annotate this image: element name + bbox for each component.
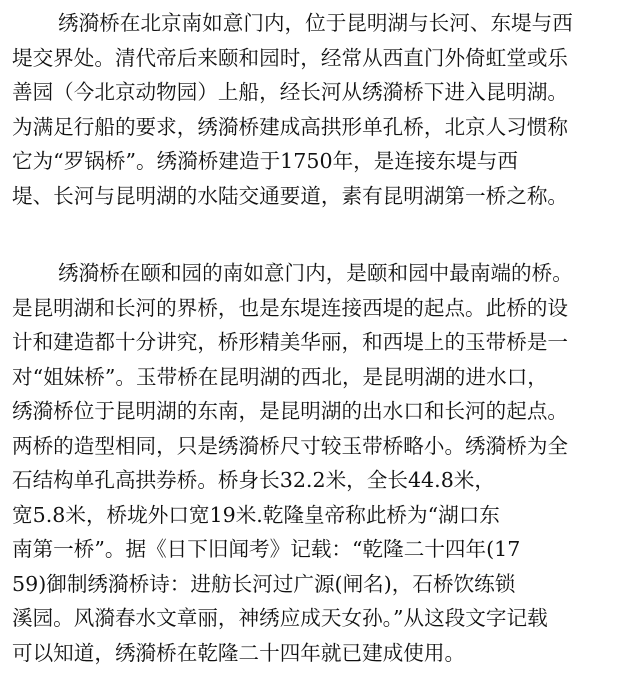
paragraph-1-line-1: 绣漪桥在北京南如意门内，位于昆明湖与长河、东堤与西 (58, 11, 573, 35)
paragraph-2-line-9: 南第一桥”。据《日下旧闻考》记载：“乾隆二十四年(17 (12, 537, 521, 561)
paragraph-2-line-4: 对“姐妹桥”。玉带桥在昆明湖的西北，是昆明湖的进水口， (12, 364, 548, 389)
paragraph-1-line-5: 它为“罗锅桥”。绣漪桥建造于1750年，是连接东堤与西 (12, 149, 518, 173)
paragraph-1-line-4: 为满足行船的要求，绣漪桥建成高拱形单孔桥，北京人习惯称 (12, 114, 569, 139)
paragraph-2-line-1: 绣漪桥在颐和园的南如意门内，是颐和园中最南端的桥。 (58, 261, 573, 285)
paragraph-1-line-2: 堤交界处。清代帝后来颐和园时，经常从西直门外倚虹堂或乐 (12, 45, 569, 70)
paragraph-1 (12, 6, 632, 213)
paragraph-2-line-11: 溪园。风漪春水文章丽，神绣应成天女孙。”从这段文字记载 (12, 606, 548, 630)
paragraph-2-line-5: 绣漪桥位于昆明湖的东南，是昆明湖的出水口和长河的起点。 (12, 399, 569, 423)
paragraph-2-line-2: 是昆明湖和长河的界桥，也是东堤连接西堤的起点。此桥的设 (12, 295, 569, 320)
paragraph-1-line-6: 堤、长河与昆明湖的水陆交通要道，素有昆明湖第一桥之称。 (12, 183, 569, 208)
paragraph-2-line-10: 59)御制绣漪桥诗：进舫长河过广源(闸名)，石桥饮练锁 (12, 571, 516, 596)
paragraph-2-line-8: 宽5.8米，桥垅外口宽19米.乾隆皇帝称此桥为“湖口东 (12, 502, 500, 527)
paragraph-1-line-3: 善园（今北京动物园）上船，经长河从绣漪桥下进入昆明湖。 (12, 80, 569, 104)
paragraph-2-line-12: 可以知道，绣漪桥在乾隆二十四年就已建成使用。 (12, 640, 466, 665)
paragraph-2-line-7: 石结构单孔高拱券桥。桥身长32.2米，全长44.8米， (12, 468, 495, 492)
paragraph-2-line-6: 两桥的造型相同，只是绣漪桥尺寸较玉带桥略小。绣漪桥为全 (12, 433, 569, 458)
paragraph-2-line-3: 计和建造都十分讲究，桥形精美华丽，和西堤上的玉带桥是一 (12, 330, 569, 354)
paragraph-2 (12, 256, 632, 670)
